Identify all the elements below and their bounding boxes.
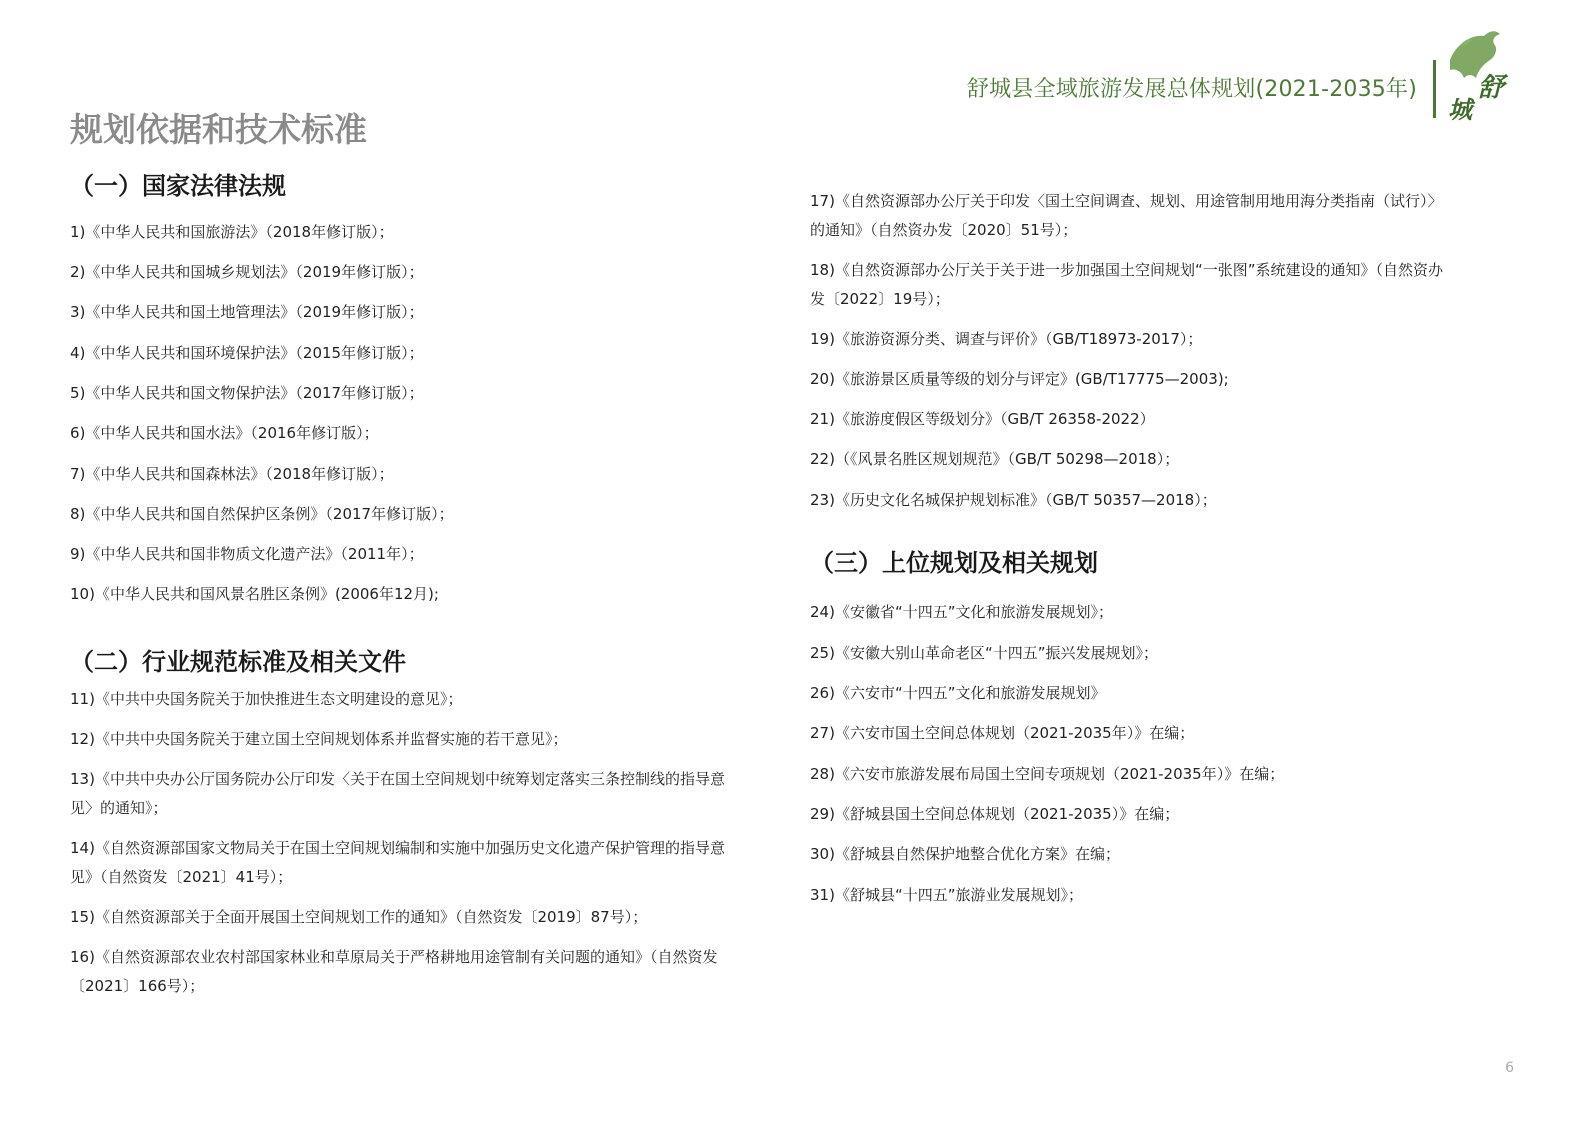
list-item: 26)《六安市“十四五”文化和旅游发展规划》 [810, 684, 1106, 702]
list-item: 25)《安徽大别山革命老区“十四五”振兴发展规划》； [810, 644, 1158, 662]
list-item: 24)《安徽省“十四五”文化和旅游发展规划》； [810, 603, 1113, 621]
section-heading-standards: （二）行业规范标准及相关文件 [70, 648, 406, 676]
list-item: 19)《旅游资源分类、调查与评价》（GB/T18973-2017）； [810, 330, 1203, 348]
list-item: 30)《舒城县自然保护地整合优化方案》在编； [810, 845, 1120, 863]
list-item: 29)《舒城县国土空间总体规划（2021-2035）》在编； [810, 805, 1180, 823]
list-item: 2)《中华人民共和国城乡规划法》（2019年修订版）； [70, 263, 424, 281]
list-item: 4)《中华人民共和国环境保护法》（2015年修订版）； [70, 344, 424, 362]
list-item: 10)《中华人民共和国风景名胜区条例》(2006年12月); [70, 585, 439, 603]
list-item: 17)《自然资源部办公厅关于印发〈国土空间调查、规划、用途管制用地用海分类指南（试行）〉的通知》（自然资办发〔2020〕51号）； [810, 192, 1435, 239]
list-item: 7)《中华人民共和国森林法》（2018年修订版）； [70, 465, 394, 483]
list-item: 23)《历史文化名城保护规划标准》（GB/T 50357—2018）； [810, 491, 1217, 509]
list-item: 31)《舒城县“十四五”旅游业发展规划》； [810, 886, 1083, 904]
section-heading-plans: （三）上位规划及相关规划 [810, 549, 1098, 577]
list-item: 21)《旅游度假区等级划分》（GB/T 26358-2022） [810, 410, 1155, 428]
list-item: 5)《中华人民共和国文物保护法》（2017年修订版）； [70, 384, 424, 402]
list-item: 14)《自然资源部国家文物局关于在国土空间规划编制和实施中加强历史文化遗产保护管理的指导意见》（自然资发〔2021〕41号）； [70, 839, 725, 886]
list-item: 1)《中华人民共和国旅游法》（2018年修订版）； [70, 223, 394, 241]
page-title: 规划依据和技术标准 [70, 110, 367, 149]
document-header-title: 舒城县全域旅游发展总体规划(2021-2035年) [966, 77, 1417, 102]
list-item: 27)《六安市国土空间总体规划（2021-2035年）》在编； [810, 724, 1195, 742]
list-item: 28)《六安市旅游发展布局国土空间专项规划（2021-2035年）》在编； [810, 765, 1285, 783]
list-item: 3)《中华人民共和国土地管理法》（2019年修订版）； [70, 303, 424, 321]
shucheng-logo [1442, 26, 1522, 122]
horse-emblem-icon [1442, 26, 1522, 122]
section-heading-laws: （一）国家法律法规 [70, 172, 286, 200]
header-divider [1433, 60, 1436, 118]
list-item: 8)《中华人民共和国自然保护区条例》（2017年修订版）； [70, 505, 454, 523]
svg-text:城: 城 [1448, 95, 1472, 122]
list-item: 22)（《风景名胜区规划规范》（GB/T 50298—2018）； [810, 450, 1180, 468]
list-item: 13)《中共中央办公厅国务院办公厅印发〈关于在国土空间规划中统筹划定落实三条控制线的指导意见〉的通知》； [70, 770, 725, 817]
list-item: 20)《旅游景区质量等级的划分与评定》(GB/T17775—2003); [810, 370, 1229, 388]
list-item: 6)《中华人民共和国水法》（2016年修订版）； [70, 424, 379, 442]
list-item: 12)《中共中央国务院关于建立国土空间规划体系并监督实施的若干意见》； [70, 730, 568, 748]
svg-text:舒: 舒 [1478, 73, 1505, 103]
list-item: 9)《中华人民共和国非物质文化遗产法》（2011年）； [70, 545, 424, 563]
list-item: 16)《自然资源部农业农村部国家林业和草原局关于严格耕地用途管制有关问题的通知》（自然资发〔2021〕166号）； [70, 948, 718, 995]
list-item: 11)《中共中央国务院关于加快推进生态文明建设的意见》； [70, 690, 463, 708]
list-item: 15)《自然资源部关于全面开展国土空间规划工作的通知》（自然资发〔2019〕87号）； [70, 908, 648, 926]
list-item: 18)《自然资源部办公厅关于关于进一步加强国土空间规划“一张图”系统建设的通知》（自然资办发〔2022〕19号）； [810, 261, 1443, 308]
page-number: 6 [1505, 1060, 1514, 1076]
